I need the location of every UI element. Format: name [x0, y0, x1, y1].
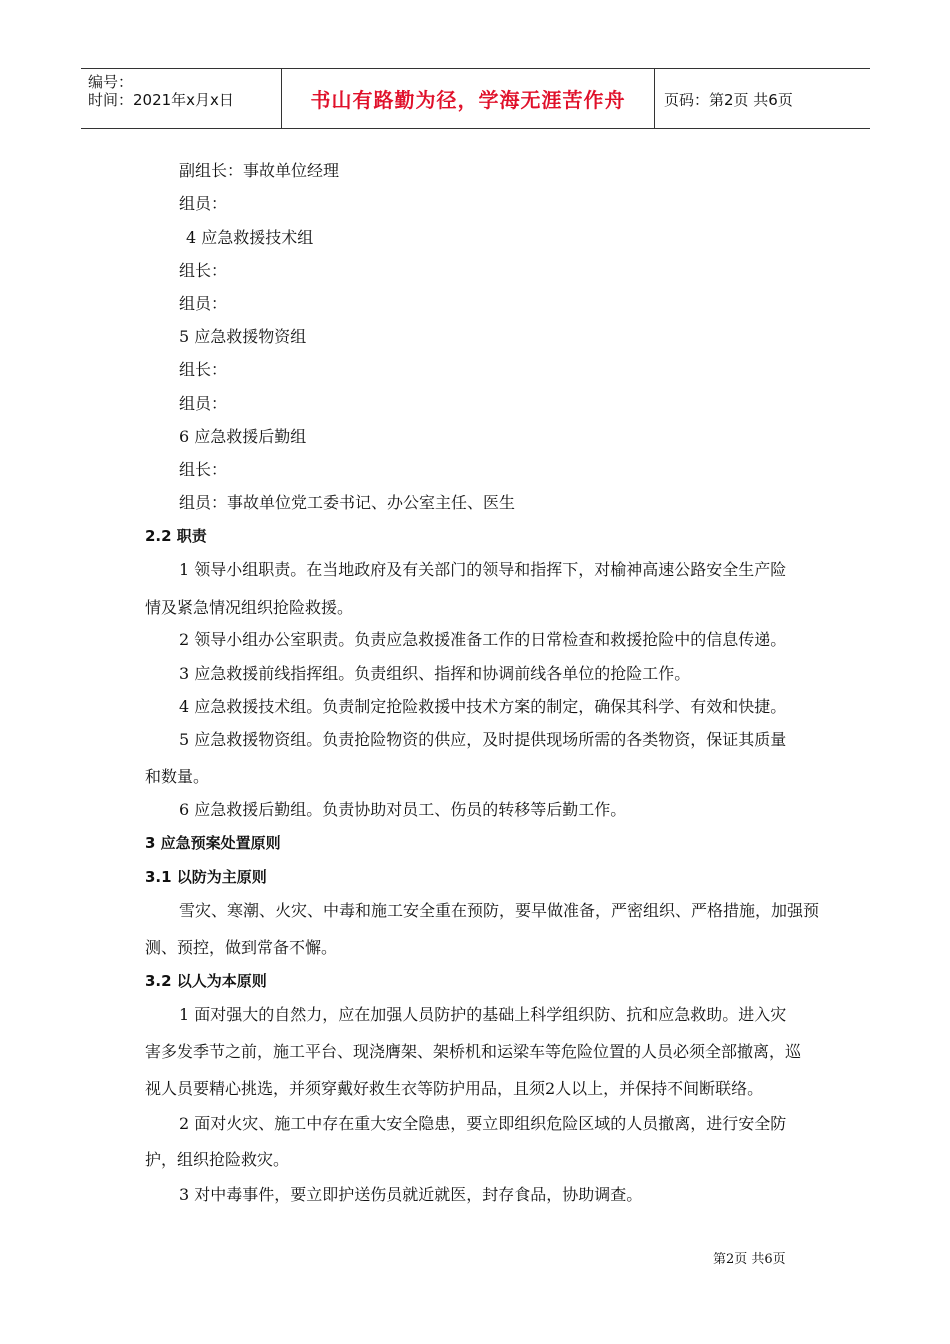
- body-line: 副组长：事故单位经理: [179, 161, 340, 180]
- body-line: 5 应急救援物资组。负责抢险物资的供应，及时提供现场所需的各类物资，保证其质量: [179, 730, 787, 749]
- body-line: 1 面对强大的自然力，应在加强人员防护的基础上科学组织防、抗和应急救助。进入灾: [179, 1005, 787, 1024]
- header-motto: 书山有路勤为径，学海无涯苦作舟: [310, 88, 626, 112]
- footer-page-number: 第2页 共6页: [713, 1252, 786, 1267]
- section-heading: 3 应急预案处置原则: [145, 834, 281, 852]
- body-line: 组员：: [179, 294, 228, 313]
- body-line: 组长：: [179, 360, 228, 379]
- header-bottom-rule: [81, 128, 870, 129]
- body-line: 组长：: [179, 460, 228, 479]
- body-line: 1 领导小组职责。在当地政府及有关部门的领导和指挥下，对榆神高速公路安全生产险: [179, 560, 787, 579]
- body-line: 视人员要精心挑选，并须穿戴好救生衣等防护用品，且须2人以上，并保持不间断联络。: [145, 1079, 764, 1098]
- body-line: 情及紧急情况组织抢险救援。: [145, 598, 354, 617]
- header-page-indicator: 页码：第2页 共6页: [664, 91, 793, 109]
- body-line: 组员：: [179, 194, 228, 213]
- body-line: 组员：事故单位党工委书记、办公室主任、医生: [179, 493, 516, 512]
- header-top-rule: [81, 68, 870, 69]
- body-line: 和数量。: [145, 767, 210, 786]
- document-number-label: 编号：: [88, 73, 134, 91]
- body-line: 6 应急救援后勤组: [179, 427, 307, 446]
- body-line: 3 应急救援前线指挥组。负责组织、指挥和协调前线各单位的抢险工作。: [179, 664, 691, 683]
- section-heading: 3.2 以人为本原则: [145, 972, 267, 990]
- header-divider-right: [654, 68, 655, 128]
- body-line: 2 领导小组办公室职责。负责应急救援准备工作的日常检查和救援抢险中的信息传递。: [179, 630, 787, 649]
- body-line: 害多发季节之前，施工平台、现浇膺架、架桥机和运梁车等危险位置的人员必须全部撤离，巡: [145, 1042, 802, 1061]
- document-date-label: 时间：2021年x月x日: [88, 91, 234, 109]
- body-line: 组员：: [179, 394, 228, 413]
- body-line: 护，组织抢险救灾。: [145, 1150, 290, 1169]
- section-heading: 2.2 职责: [145, 527, 207, 545]
- section-heading: 3.1 以防为主原则: [145, 868, 267, 886]
- body-line: 2 面对火灾、施工中存在重大安全隐患，要立即组织危险区域的人员撤离，进行安全防: [179, 1114, 787, 1133]
- body-line: 4 应急救援技术组: [186, 228, 314, 247]
- body-line: 5 应急救援物资组: [179, 327, 307, 346]
- body-line: 6 应急救援后勤组。负责协助对员工、伤员的转移等后勤工作。: [179, 800, 627, 819]
- body-line: 雪灾、寒潮、火灾、中毒和施工安全重在预防，要早做准备，严密组织、严格措施，加强预: [179, 901, 820, 920]
- body-line: 4 应急救援技术组。负责制定抢险救援中技术方案的制定，确保其科学、有效和快捷。: [179, 697, 787, 716]
- body-line: 3 对中毒事件，要立即护送伤员就近就医，封存食品，协助调查。: [179, 1185, 643, 1204]
- body-line: 测、预控，做到常备不懈。: [145, 938, 338, 957]
- body-line: 组长：: [179, 261, 228, 280]
